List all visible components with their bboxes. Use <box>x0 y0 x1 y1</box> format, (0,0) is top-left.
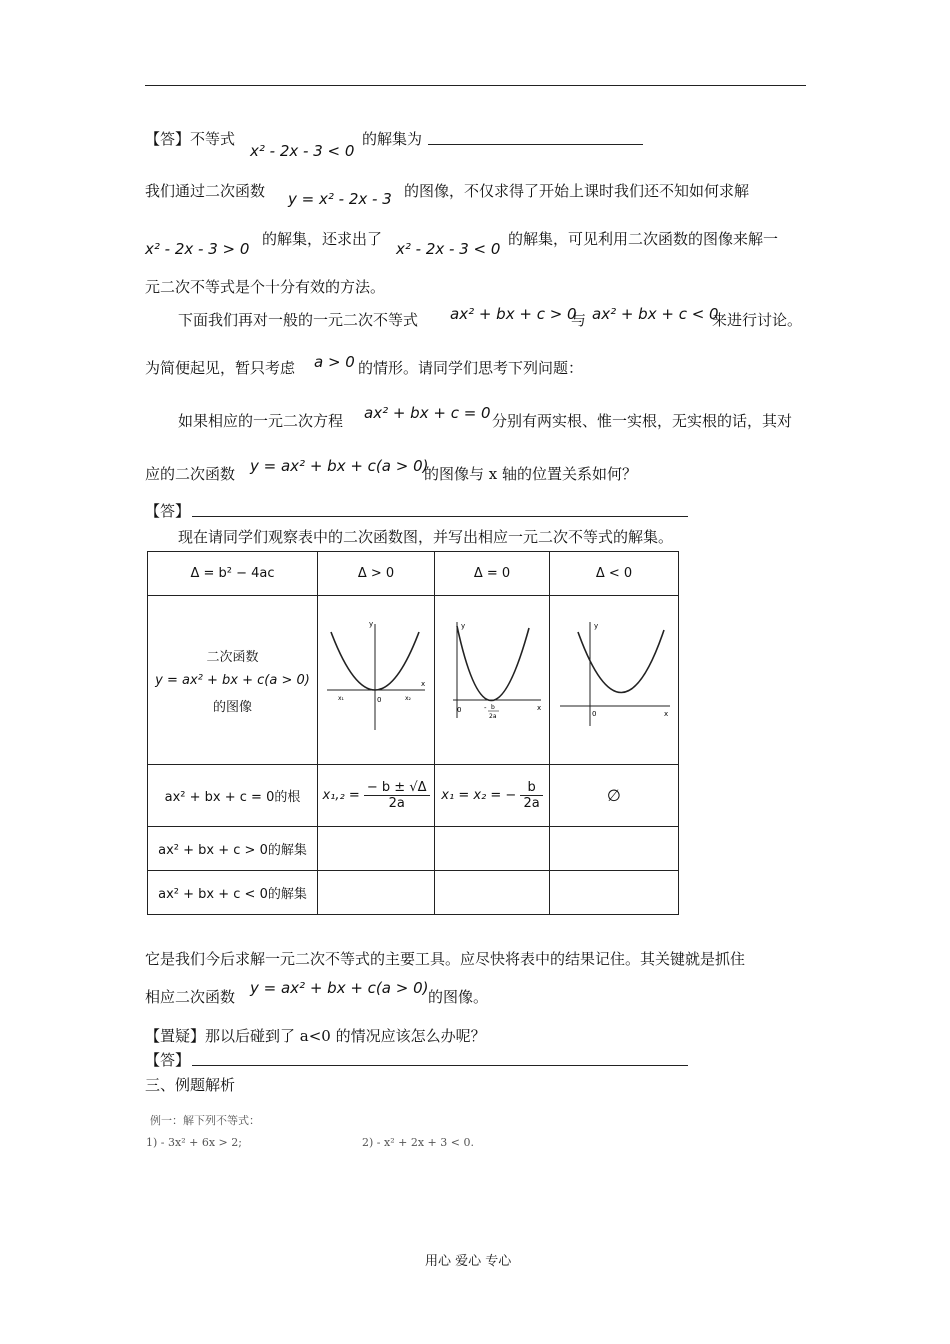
x-label: x <box>537 704 542 712</box>
p3-line1-a: 下面我们再对一般的一元二次不等式 <box>178 311 419 329</box>
gt-cell-zero[interactable] <box>435 827 550 871</box>
p4-line2-expr: y = ax² + bx + c(a > 0) <box>250 457 429 475</box>
p2-line1-expr: y = x² - 2x - 3 <box>288 190 392 208</box>
example-item-1: 1) - 3x² + 6x > 2; <box>146 1136 242 1149</box>
p3-expr2: ax² + bx + c < 0 <box>592 305 719 323</box>
header-delta-zero: Δ = 0 <box>435 552 550 596</box>
p2-line2-expr2: x² - 2x - 3 < 0 <box>396 240 501 258</box>
p2-line3: 元二次不等式是个十分有效的方法。 <box>145 278 386 296</box>
p4-line2-b: 的图像与 x 轴的位置关系如何？ <box>424 465 637 483</box>
table-gt-row <box>148 827 679 871</box>
roots-one: x₁ = x₂ = − $\frac{b}{2a}$ <box>435 765 550 827</box>
origin-label: 0 <box>377 696 382 704</box>
origin-label: 0 <box>592 710 597 718</box>
example-title: 例一：解下列不等式： <box>150 1114 260 1127</box>
graph-no-roots <box>550 596 679 765</box>
answer-line-1: 【答】不等式 <box>145 130 236 148</box>
answer-blank-3[interactable] <box>192 1051 688 1066</box>
p4-line2-a: 应的二次函数 <box>145 465 236 483</box>
parabola-two-roots-graph <box>321 618 431 738</box>
graph-row-label: 二次函数 y = ax² + bx + c(a > 0) 的图像 <box>148 596 318 765</box>
section-heading-examples: 三、例题解析 <box>145 1076 236 1094</box>
roots-row-label: ax² + bx + c = 0的根 <box>148 765 318 827</box>
quadratic-summary-table <box>147 551 679 915</box>
header-delta-neg: Δ < 0 <box>550 552 679 596</box>
graph-one-root <box>435 596 550 765</box>
vertex-minus: - <box>484 704 487 712</box>
header-delta-pos: Δ > 0 <box>318 552 435 596</box>
p3-mid: 与 <box>571 311 587 329</box>
vertex-den: 2a <box>489 713 497 720</box>
p6-line2-a: 相应二次函数 <box>145 988 236 1006</box>
lt-cell-pos[interactable] <box>318 871 435 915</box>
p4-line1-a: 如果相应的一元二次方程 <box>178 412 344 430</box>
graph-two-roots <box>318 596 435 765</box>
p2-line2-b: 的解集，可见利用二次函数的图像来解一 <box>508 230 779 248</box>
table-lt-row <box>148 871 679 915</box>
p6-line1: 它是我们今后求解一元二次不等式的主要工具。应尽快将表中的结果记住。其关键就是抓住 <box>145 950 746 968</box>
answer-line-3: 【答】 <box>145 1051 191 1069</box>
gt-row-label: ax² + bx + c > 0的解集 <box>148 827 318 871</box>
table-roots-row <box>148 765 679 827</box>
p6-line2-b: 的图像。 <box>428 988 489 1006</box>
answer-blank-1[interactable] <box>428 130 643 145</box>
p5-instruction: 现在请同学们观察表中的二次函数图，并写出相应一元二次不等式的解集。 <box>178 528 674 546</box>
parabola-curve <box>578 630 664 693</box>
header-discriminant: Δ = b² − 4ac <box>148 552 318 596</box>
lt-cell-zero[interactable] <box>435 871 550 915</box>
x2-label: x₂ <box>405 695 411 702</box>
answer-line-2: 【答】 <box>145 502 191 520</box>
p2-line2-expr1: x² - 2x - 3 > 0 <box>145 240 250 258</box>
answer-blank-2[interactable] <box>192 502 688 517</box>
header-rule <box>145 85 806 86</box>
page-footer: 用心 爱心 专心 <box>425 1254 512 1269</box>
parabola-curve <box>457 626 529 701</box>
p3-line2-expr: a > 0 <box>314 353 355 371</box>
table-header-row <box>148 552 679 596</box>
expr-inequality-lt: x² - 2x - 3 < 0 <box>250 142 355 160</box>
parabola-no-roots-graph <box>554 618 674 738</box>
p3-line1-b: 来进行讨论。 <box>712 311 803 329</box>
y-label: y <box>369 620 374 628</box>
p2-line1-a: 我们通过二次函数 <box>145 182 266 200</box>
example-item-2: 2) - x² + 2x + 3 < 0. <box>362 1136 474 1149</box>
p6-line2-expr: y = ax² + bx + c(a > 0) <box>250 979 429 997</box>
answer-tag: 【答】 <box>145 130 191 148</box>
vertex-num: b <box>491 704 495 711</box>
lt-row-label: ax² + bx + c < 0的解集 <box>148 871 318 915</box>
p4-line1-expr: ax² + bx + c = 0 <box>364 404 491 422</box>
p3-line2-b: 的情形。请同学们思考下列问题： <box>358 359 584 377</box>
gt-cell-neg[interactable] <box>550 827 679 871</box>
p4-line1-b: 分别有两实根、惟一实根，无实根的话，其对 <box>492 412 793 430</box>
table-graph-row <box>148 596 679 765</box>
roots-two-fraction: $\frac{- b \pm √\Delta}{2a}$ <box>364 780 430 811</box>
x1-label: x₁ <box>338 695 344 702</box>
roots-one-fraction: $\frac{b}{2a}$ <box>520 780 542 811</box>
question-line: 【置疑】那以后碰到了 a<0 的情况应该怎么办呢？ <box>145 1027 486 1045</box>
origin-label: 0 <box>457 706 462 714</box>
roots-none: ∅ <box>550 765 679 827</box>
p2-line2-a: 的解集，还求出了 <box>262 230 383 248</box>
p2-line1-b: 的图像，不仅求得了开始上课时我们还不知如何求解 <box>404 182 750 200</box>
roots-two: x₁,₂ = $\frac{- b \pm √\Delta}{2a}$ <box>318 765 435 827</box>
gt-cell-pos[interactable] <box>318 827 435 871</box>
p3-expr1: ax² + bx + c > 0 <box>450 305 577 323</box>
y-label: y <box>594 622 599 630</box>
solution-set-label: 的解集为 <box>362 130 423 148</box>
x-label: x <box>421 680 426 688</box>
x-label: x <box>664 710 669 718</box>
y-label: y <box>461 622 466 630</box>
lt-cell-neg[interactable] <box>550 871 679 915</box>
parabola-one-root-graph <box>437 618 547 738</box>
p3-line2-a: 为简便起见，暂只考虑 <box>145 359 296 377</box>
